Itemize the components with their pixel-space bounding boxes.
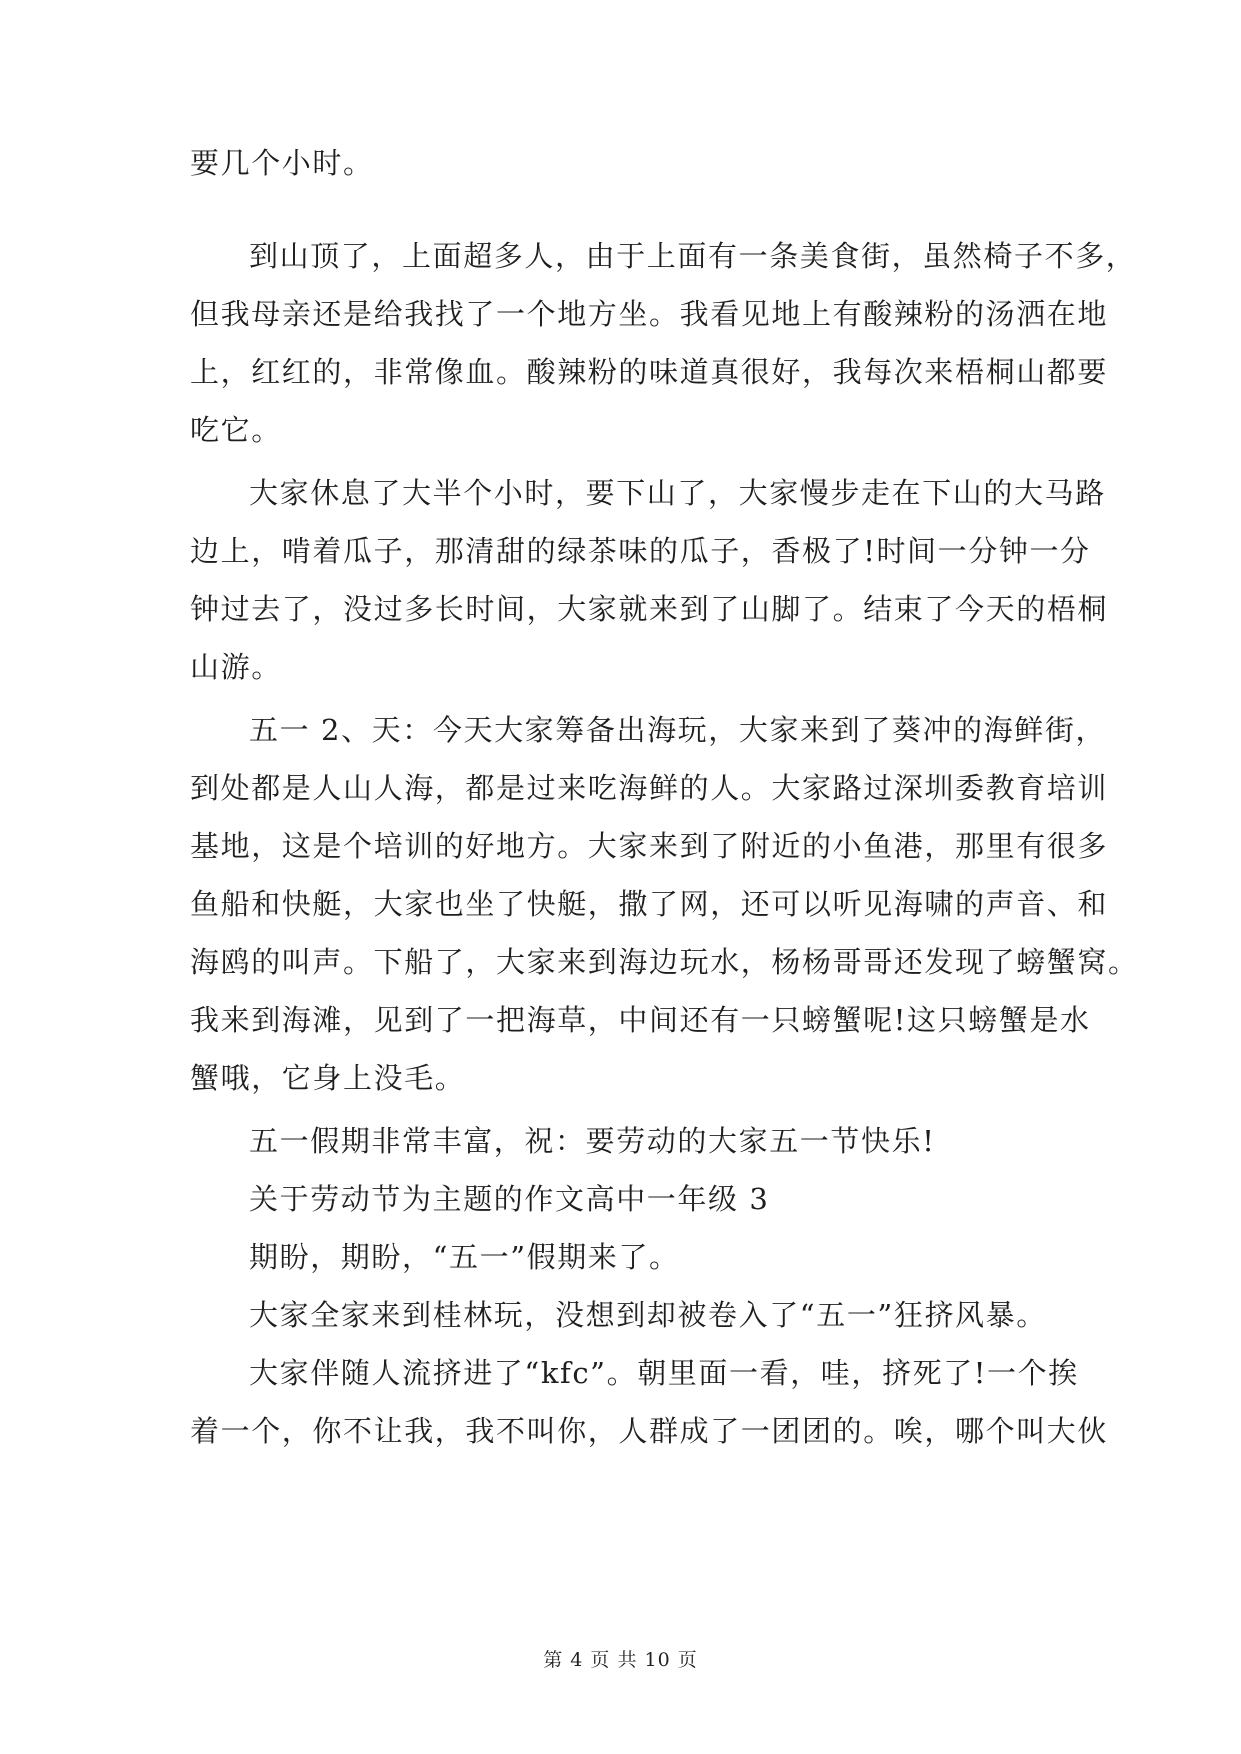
- text-line: 蟹哦，它身上没毛。: [190, 1061, 466, 1095]
- text-line: 钟过去了，没过多长时间，大家就来到了山脚了。结束了今天的梧桐: [190, 592, 1109, 626]
- paragraph-start-line: 大家伴随人流挤进了“kfc”。朝里面一看，哇，挤死了!一个挨: [249, 1356, 1079, 1390]
- paragraph-start-line: 期盼，期盼，“五一”假期来了。: [249, 1240, 680, 1274]
- page-number-footer: 第 4 页 共 10 页: [543, 1649, 698, 1671]
- text-line: 着一个，你不让我，我不叫你，人群成了一团团的。唉，哪个叫大伙: [190, 1414, 1109, 1448]
- text-line: 鱼船和快艇，大家也坐了快艇，撒了网，还可以听见海啸的声音、和: [190, 887, 1109, 921]
- text-line: 吃它。: [190, 413, 282, 447]
- text-line: 但我母亲还是给我找了一个地方坐。我看见地上有酸辣粉的汤洒在地: [190, 297, 1109, 331]
- text-line: 我来到海滩，见到了一把海草，中间还有一只螃蟹呢!这只螃蟹是水: [190, 1003, 1091, 1037]
- text-line: 海鸥的叫声。下船了，大家来到海边玩水，杨杨哥哥还发现了螃蟹窝。: [190, 945, 1139, 979]
- paragraph-start-line: 大家全家来到桂林玩，没想到却被卷入了“五一”狂挤风暴。: [249, 1298, 1047, 1332]
- text-line: 山游。: [190, 650, 282, 684]
- paragraph-start-line: 到山顶了，上面超多人，由于上面有一条美食街，虽然椅子不多，: [249, 239, 1137, 273]
- paragraph-start-line: 五一 2、天：今天大家筹备出海玩，大家来到了葵冲的海鲜街，: [249, 713, 1107, 747]
- paragraph-start-line: 五一假期非常丰富，祝：要劳动的大家五一节快乐!: [249, 1124, 936, 1158]
- text-line: 上，红红的，非常像血。酸辣粉的味道真很好，我每次来梧桐山都要: [190, 355, 1109, 389]
- text-line: 要几个小时。: [190, 146, 374, 180]
- text-line: 基地，这是个培训的好地方。大家来到了附近的小鱼港，那里有很多: [190, 829, 1109, 863]
- text-line: 边上，啃着瓜子，那清甜的绿茶味的瓜子，香极了!时间一分钟一分: [190, 534, 1091, 568]
- paragraph-start-line: 大家休息了大半个小时，要下山了，大家慢步走在下山的大马路: [249, 476, 1106, 510]
- section-heading: 关于劳动节为主题的作文高中一年级 3: [249, 1182, 770, 1216]
- text-line: 到处都是人山人海，都是过来吃海鲜的人。大家路过深圳委教育培训: [190, 771, 1109, 805]
